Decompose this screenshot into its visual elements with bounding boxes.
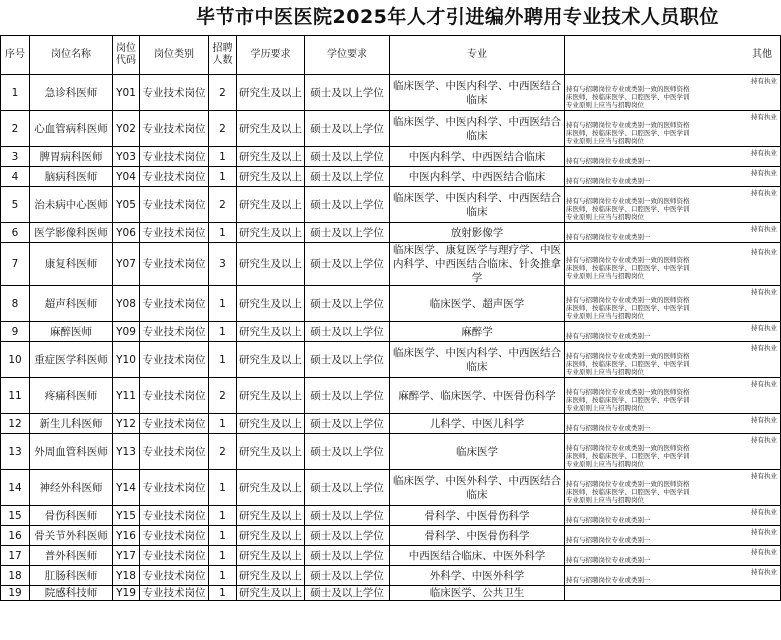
cell-category: 专业技术岗位 bbox=[140, 414, 209, 434]
cell-degree: 硕士及以上学位 bbox=[305, 414, 390, 434]
header-other: 其他 bbox=[565, 36, 781, 75]
cell-other-line1: 持有执业 bbox=[751, 168, 777, 177]
cell-position-name: 普外科医师 bbox=[30, 546, 113, 566]
cell-degree: 硕士及以上学位 bbox=[305, 286, 390, 322]
header-edu: 学历要求 bbox=[237, 36, 305, 75]
table-header-row bbox=[1, 36, 781, 75]
page-title: 毕节市中医医院2025年人才引进编外聘用专业技术人员职位 bbox=[196, 6, 719, 28]
cell-count: 2 bbox=[209, 434, 237, 470]
cell-degree: 硕士及以上学位 bbox=[305, 243, 390, 286]
cell-position-name: 急诊科医师 bbox=[30, 75, 113, 111]
cell-position-name: 肛肠科医师 bbox=[30, 566, 113, 586]
cell-degree: 硕士及以上学位 bbox=[305, 434, 390, 470]
cell-position-name: 重症医学科医师 bbox=[30, 342, 113, 378]
cell-count: 1 bbox=[209, 223, 237, 243]
cell-major: 放射影像学 bbox=[390, 223, 565, 243]
cell-major: 麻醉学、临床医学、中医骨伤科学 bbox=[390, 378, 565, 414]
table-row bbox=[1, 286, 781, 322]
cell-other-line1: 持有执业 bbox=[751, 507, 777, 516]
table-row bbox=[1, 566, 781, 586]
cell-position-code: Y10 bbox=[113, 342, 140, 378]
cell-other bbox=[565, 75, 781, 111]
cell-category: 专业技术岗位 bbox=[140, 167, 209, 187]
cell-category: 专业技术岗位 bbox=[140, 75, 209, 111]
cell-degree: 硕士及以上学位 bbox=[305, 187, 390, 223]
cell-education: 研究生及以上 bbox=[237, 286, 305, 322]
cell-category: 专业技术岗位 bbox=[140, 111, 209, 147]
cell-other-line1: 持有执业 bbox=[751, 248, 777, 256]
cell-category: 专业技术岗位 bbox=[140, 546, 209, 566]
cell-position-code: Y06 bbox=[113, 223, 140, 243]
cell-other-line2: 持有与招聘岗位专业或类别一致的医师资格 床医师，按临床医学、口腔医学、中医学训 专业原则上应当与招聘岗位 bbox=[566, 351, 690, 376]
cell-seq: 11 bbox=[1, 378, 30, 414]
cell-other bbox=[565, 378, 781, 414]
cell-seq: 5 bbox=[1, 187, 30, 223]
cell-degree: 硕士及以上学位 bbox=[305, 147, 390, 167]
cell-count: 1 bbox=[209, 470, 237, 506]
cell-other-line2: 持有与招聘岗位专业或类别一致的医师资格 床医师，按临床医学、口腔医学、中医学训 专业原则上应当与招聘岗位 bbox=[566, 256, 690, 280]
cell-position-code: Y05 bbox=[113, 187, 140, 223]
positions-table bbox=[0, 35, 781, 601]
cell-degree: 硕士及以上学位 bbox=[305, 167, 390, 187]
cell-position-code: Y08 bbox=[113, 286, 140, 322]
cell-education: 研究生及以上 bbox=[237, 223, 305, 243]
cell-other-line1: 持有执业 bbox=[751, 112, 777, 121]
cell-education: 研究生及以上 bbox=[237, 546, 305, 566]
cell-degree: 硕士及以上学位 bbox=[305, 586, 390, 601]
cell-position-name: 脑病科医师 bbox=[30, 167, 113, 187]
cell-category: 专业技术岗位 bbox=[140, 378, 209, 414]
cell-other-line2: 持有与招聘岗位专业或类别一 bbox=[566, 423, 651, 432]
cell-education: 研究生及以上 bbox=[237, 506, 305, 526]
header-seq: 序号 bbox=[1, 36, 30, 75]
table-row bbox=[1, 342, 781, 378]
cell-position-code: Y04 bbox=[113, 167, 140, 187]
cell-other bbox=[565, 414, 781, 434]
cell-education: 研究生及以上 bbox=[237, 167, 305, 187]
cell-seq: 15 bbox=[1, 506, 30, 526]
cell-category: 专业技术岗位 bbox=[140, 470, 209, 506]
cell-category: 专业技术岗位 bbox=[140, 506, 209, 526]
cell-education: 研究生及以上 bbox=[237, 434, 305, 470]
cell-education: 研究生及以上 bbox=[237, 111, 305, 147]
cell-other-line2: 持有与招聘岗位专业或类别一致的医师资格 床医师，按临床医学、口腔医学、中医学训 专业原则上应当与招聘岗位 bbox=[566, 295, 690, 320]
table-row bbox=[1, 434, 781, 470]
cell-seq: 2 bbox=[1, 111, 30, 147]
cell-degree: 硕士及以上学位 bbox=[305, 526, 390, 546]
header-name: 岗位名称 bbox=[30, 36, 113, 75]
cell-count: 1 bbox=[209, 342, 237, 378]
cell-major: 临床医学、中医内科学、中西医结合临床 bbox=[390, 75, 565, 111]
cell-other-line2: 持有与招聘岗位专业或类别一 bbox=[566, 331, 651, 340]
cell-other-line2: 持有与招聘岗位专业或类别一致的医师资格 床医师，按临床医学、口腔医学、中医学训 专业原则上应当与招聘岗位 bbox=[566, 479, 690, 504]
cell-position-code: Y15 bbox=[113, 506, 140, 526]
cell-position-code: Y16 bbox=[113, 526, 140, 546]
cell-other-line1: 持有执业 bbox=[751, 76, 777, 85]
cell-other-line1: 持有执业 bbox=[751, 224, 777, 233]
cell-degree: 硕士及以上学位 bbox=[305, 566, 390, 586]
cell-major: 临床医学、中医内科学、中西医结合临床 bbox=[390, 187, 565, 223]
cell-position-code: Y02 bbox=[113, 111, 140, 147]
cell-other bbox=[565, 187, 781, 223]
table-row bbox=[1, 223, 781, 243]
cell-seq: 6 bbox=[1, 223, 30, 243]
cell-seq: 9 bbox=[1, 322, 30, 342]
cell-count: 1 bbox=[209, 566, 237, 586]
cell-major: 中医内科学、中西医结合临床 bbox=[390, 167, 565, 187]
cell-education: 研究生及以上 bbox=[237, 147, 305, 167]
cell-major: 临床医学、中医外科学、中西医结合临床 bbox=[390, 470, 565, 506]
cell-major: 临床医学、超声医学 bbox=[390, 286, 565, 322]
cell-count: 1 bbox=[209, 286, 237, 322]
table-row bbox=[1, 243, 781, 286]
cell-degree: 硕士及以上学位 bbox=[305, 322, 390, 342]
table-row bbox=[1, 414, 781, 434]
cell-major: 骨科学、中医骨伤科学 bbox=[390, 526, 565, 546]
cell-category: 专业技术岗位 bbox=[140, 322, 209, 342]
cell-position-name: 心血管病科医师 bbox=[30, 111, 113, 147]
cell-count: 1 bbox=[209, 546, 237, 566]
table-row bbox=[1, 147, 781, 167]
header-major: 专业 bbox=[390, 36, 565, 75]
cell-position-code: Y12 bbox=[113, 414, 140, 434]
cell-position-name: 疼痛科医师 bbox=[30, 378, 113, 414]
table-row bbox=[1, 378, 781, 414]
table-row bbox=[1, 506, 781, 526]
cell-other bbox=[565, 586, 781, 601]
cell-position-code: Y14 bbox=[113, 470, 140, 506]
cell-position-name: 医学影像科医师 bbox=[30, 223, 113, 243]
cell-position-name: 超声科医师 bbox=[30, 286, 113, 322]
cell-category: 专业技术岗位 bbox=[140, 286, 209, 322]
header-category: 岗位类别 bbox=[140, 36, 209, 75]
cell-count: 2 bbox=[209, 111, 237, 147]
cell-major: 临床医学、中医内科学、中西医结合临床 bbox=[390, 111, 565, 147]
table-row bbox=[1, 586, 781, 601]
table-row bbox=[1, 470, 781, 506]
table-row bbox=[1, 187, 781, 223]
cell-degree: 硕士及以上学位 bbox=[305, 223, 390, 243]
cell-other bbox=[565, 111, 781, 147]
cell-major: 外科学、中医外科学 bbox=[390, 566, 565, 586]
cell-seq: 14 bbox=[1, 470, 30, 506]
cell-other bbox=[565, 546, 781, 566]
cell-position-code: Y19 bbox=[113, 586, 140, 601]
cell-other bbox=[565, 434, 781, 470]
cell-education: 研究生及以上 bbox=[237, 526, 305, 546]
cell-major: 中医内科学、中西医结合临床 bbox=[390, 147, 565, 167]
cell-other-line2: 持有与招聘岗位专业或类别一 bbox=[566, 176, 651, 185]
cell-count: 1 bbox=[209, 414, 237, 434]
cell-other-line2: 持有与招聘岗位专业或类别一 bbox=[566, 575, 651, 584]
cell-position-name: 脾胃病科医师 bbox=[30, 147, 113, 167]
cell-position-code: Y07 bbox=[113, 243, 140, 286]
cell-category: 专业技术岗位 bbox=[140, 223, 209, 243]
cell-major: 中西医结合临床、中医外科学 bbox=[390, 546, 565, 566]
cell-education: 研究生及以上 bbox=[237, 378, 305, 414]
cell-category: 专业技术岗位 bbox=[140, 526, 209, 546]
table-row bbox=[1, 167, 781, 187]
table-row bbox=[1, 526, 781, 546]
cell-education: 研究生及以上 bbox=[237, 243, 305, 286]
table-row bbox=[1, 75, 781, 111]
cell-other bbox=[565, 243, 781, 286]
cell-position-code: Y17 bbox=[113, 546, 140, 566]
cell-degree: 硕士及以上学位 bbox=[305, 506, 390, 526]
cell-seq: 13 bbox=[1, 434, 30, 470]
cell-other-line1: 持有执业 bbox=[751, 527, 777, 536]
table-row bbox=[1, 111, 781, 147]
cell-position-name: 院感科技师 bbox=[30, 586, 113, 601]
cell-seq: 8 bbox=[1, 286, 30, 322]
cell-other bbox=[565, 147, 781, 167]
cell-major: 临床医学、康复医学与理疗学、中医内科学、中西医结合临床、针灸推拿学 bbox=[390, 243, 565, 286]
cell-seq: 18 bbox=[1, 566, 30, 586]
cell-degree: 硕士及以上学位 bbox=[305, 378, 390, 414]
cell-other-line2: 持有与招聘岗位专业或类别一致的医师资格 床医师，按临床医学、口腔医学、中医学训 专业原则上应当与招聘岗位 bbox=[566, 387, 690, 412]
cell-count: 1 bbox=[209, 167, 237, 187]
cell-position-name: 治未病中心医师 bbox=[30, 187, 113, 223]
cell-seq: 12 bbox=[1, 414, 30, 434]
cell-category: 专业技术岗位 bbox=[140, 586, 209, 601]
cell-other-line1: 持有执业 bbox=[751, 188, 777, 197]
cell-category: 专业技术岗位 bbox=[140, 434, 209, 470]
cell-position-code: Y09 bbox=[113, 322, 140, 342]
cell-count: 2 bbox=[209, 187, 237, 223]
cell-education: 研究生及以上 bbox=[237, 586, 305, 601]
table-row bbox=[1, 546, 781, 566]
cell-category: 专业技术岗位 bbox=[140, 187, 209, 223]
cell-seq: 17 bbox=[1, 546, 30, 566]
cell-other bbox=[565, 322, 781, 342]
cell-seq: 19 bbox=[1, 586, 30, 601]
cell-category: 专业技术岗位 bbox=[140, 342, 209, 378]
header-count: 招聘人数 bbox=[209, 36, 237, 75]
cell-other-line2: 持有与招聘岗位专业或类别一 bbox=[566, 232, 651, 241]
cell-count: 1 bbox=[209, 506, 237, 526]
cell-position-name: 康复科医师 bbox=[30, 243, 113, 286]
cell-position-code: Y11 bbox=[113, 378, 140, 414]
cell-degree: 硕士及以上学位 bbox=[305, 546, 390, 566]
cell-position-code: Y01 bbox=[113, 75, 140, 111]
cell-education: 研究生及以上 bbox=[237, 414, 305, 434]
cell-degree: 硕士及以上学位 bbox=[305, 111, 390, 147]
cell-count: 3 bbox=[209, 243, 237, 286]
cell-other-line2: 持有与招聘岗位专业或类别一致的医师资格 床医师，按临床医学、口腔医学、中医学训 专业原则上应当与招聘岗位 bbox=[566, 196, 690, 221]
cell-seq: 1 bbox=[1, 75, 30, 111]
cell-seq: 16 bbox=[1, 526, 30, 546]
cell-other bbox=[565, 167, 781, 187]
cell-education: 研究生及以上 bbox=[237, 342, 305, 378]
cell-seq: 7 bbox=[1, 243, 30, 286]
cell-category: 专业技术岗位 bbox=[140, 566, 209, 586]
cell-count: 1 bbox=[209, 322, 237, 342]
cell-position-name: 外周血管科医师 bbox=[30, 434, 113, 470]
cell-other bbox=[565, 566, 781, 586]
cell-other bbox=[565, 526, 781, 546]
cell-other-line1: 持有执业 bbox=[751, 471, 777, 480]
cell-other bbox=[565, 506, 781, 526]
cell-other bbox=[565, 470, 781, 506]
cell-degree: 硕士及以上学位 bbox=[305, 342, 390, 378]
cell-other-line1: 持有执业 bbox=[751, 435, 777, 444]
cell-position-name: 新生儿科医师 bbox=[30, 414, 113, 434]
cell-education: 研究生及以上 bbox=[237, 470, 305, 506]
cell-other-line2: 持有与招聘岗位专业或类别一 bbox=[566, 156, 651, 165]
cell-education: 研究生及以上 bbox=[237, 187, 305, 223]
cell-other-line1: 持有执业 bbox=[751, 343, 777, 352]
header-code: 岗位代码 bbox=[113, 36, 140, 75]
cell-degree: 硕士及以上学位 bbox=[305, 75, 390, 111]
cell-category: 专业技术岗位 bbox=[140, 147, 209, 167]
header-degree: 学位要求 bbox=[305, 36, 390, 75]
cell-education: 研究生及以上 bbox=[237, 566, 305, 586]
cell-degree: 硕士及以上学位 bbox=[305, 470, 390, 506]
cell-other bbox=[565, 342, 781, 378]
cell-seq: 10 bbox=[1, 342, 30, 378]
cell-position-name: 神经外科医师 bbox=[30, 470, 113, 506]
table-row bbox=[1, 322, 781, 342]
cell-position-name: 骨伤科医师 bbox=[30, 506, 113, 526]
cell-other-line2: 持有与招聘岗位专业或类别一致的医师资格 床医师，按临床医学、口腔医学、中医学训 专业原则上应当与招聘岗位 bbox=[566, 443, 690, 468]
cell-category: 专业技术岗位 bbox=[140, 243, 209, 286]
cell-other bbox=[565, 286, 781, 322]
cell-other-line1: 持有执业 bbox=[751, 323, 777, 332]
cell-count: 1 bbox=[209, 526, 237, 546]
cell-seq: 4 bbox=[1, 167, 30, 187]
cell-major: 儿科学、中医儿科学 bbox=[390, 414, 565, 434]
cell-major: 临床医学、中医内科学、中西医结合临床 bbox=[390, 342, 565, 378]
cell-other-line2: 持有与招聘岗位专业或类别一 bbox=[566, 515, 651, 524]
cell-other-line1: 持有执业 bbox=[751, 379, 777, 388]
cell-other bbox=[565, 223, 781, 243]
cell-position-code: Y13 bbox=[113, 434, 140, 470]
cell-position-code: Y18 bbox=[113, 566, 140, 586]
cell-other-line1: 持有执业 bbox=[751, 415, 777, 424]
cell-count: 1 bbox=[209, 147, 237, 167]
cell-seq: 3 bbox=[1, 147, 30, 167]
cell-position-code: Y03 bbox=[113, 147, 140, 167]
cell-other-line1: 持有执业 bbox=[751, 547, 777, 556]
cell-education: 研究生及以上 bbox=[237, 322, 305, 342]
cell-count: 2 bbox=[209, 378, 237, 414]
cell-major: 麻醉学 bbox=[390, 322, 565, 342]
cell-count: 1 bbox=[209, 586, 237, 601]
cell-position-name: 骨关节外科医师 bbox=[30, 526, 113, 546]
cell-major: 临床医学 bbox=[390, 434, 565, 470]
cell-education: 研究生及以上 bbox=[237, 75, 305, 111]
cell-major: 临床医学、公共卫生 bbox=[390, 586, 565, 601]
cell-other-line1: 持有执业 bbox=[751, 567, 777, 576]
cell-other-line1: 持有执业 bbox=[751, 148, 777, 157]
cell-position-name: 麻醉医师 bbox=[30, 322, 113, 342]
cell-major: 骨科学、中医骨伤科学 bbox=[390, 506, 565, 526]
cell-other-line1: 持有执业 bbox=[751, 287, 777, 296]
cell-other-line2: 持有与招聘岗位专业或类别一 bbox=[566, 555, 651, 564]
cell-other-line2: 持有与招聘岗位专业或类别一致的医师资格 床医师，按临床医学、口腔医学、中医学训 专业原则上应当与招聘岗位 bbox=[566, 120, 690, 145]
cell-count: 2 bbox=[209, 75, 237, 111]
cell-other-line2: 持有与招聘岗位专业或类别一致的医师资格 床医师，按临床医学、口腔医学、中医学训 专业原则上应当与招聘岗位 bbox=[566, 84, 690, 109]
cell-other-line2: 持有与招聘岗位专业或类别一 bbox=[566, 535, 651, 544]
